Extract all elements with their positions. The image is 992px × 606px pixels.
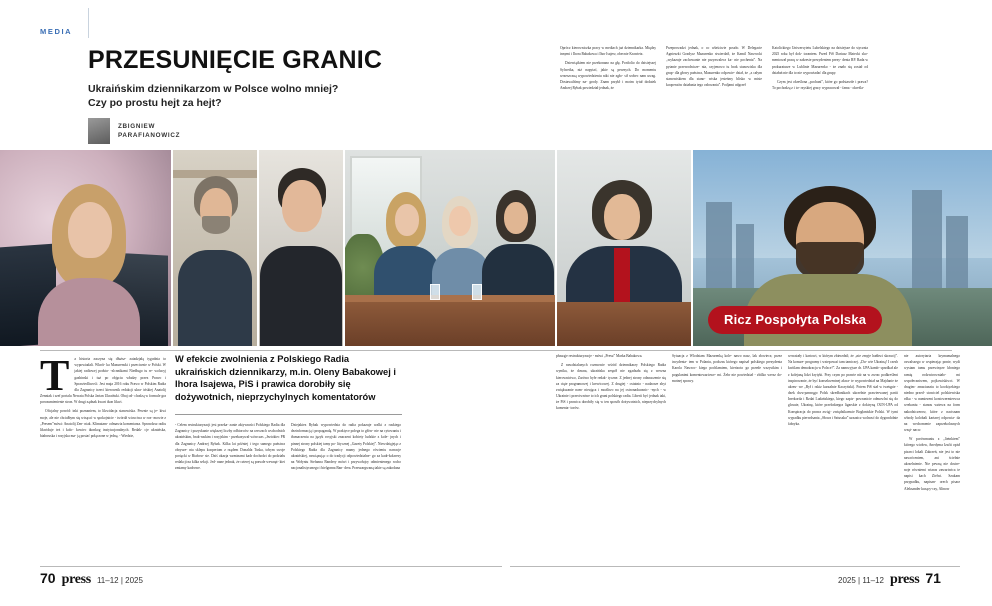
photo-video-call-man-2	[258, 150, 344, 346]
body-column-2	[175, 422, 285, 562]
article-deck	[88, 82, 418, 110]
pull-quote-rule	[175, 414, 402, 415]
author-photo	[88, 118, 110, 144]
photo-seated-official	[556, 150, 692, 346]
author-first-name: ZBIGNIEW	[118, 122, 156, 130]
deck-line-2: Czy po prostu hejt za hejt?	[88, 97, 222, 110]
author-last-name: PARAFIANOWICZ	[118, 132, 181, 139]
left-page-number: 70	[40, 570, 56, 586]
top-col-3-para-2: Czym jest określona „pochani”, które go podstawde i prawa? To pochodzą z i to- rzyskiej gracy wypracował - fama - określa-	[772, 79, 868, 91]
body-column-6	[788, 353, 898, 562]
top-column-1	[560, 45, 656, 145]
photo-studio-anchor	[0, 150, 172, 346]
body-column-7	[904, 353, 960, 562]
body-col-4-para-1: płusząje restrukturyzacje - mówi „Presu” Marka Babakowa.	[556, 354, 643, 358]
body-col-2-para-1: - Celem restrukturyzacji jest przeka- zanie aktywności Polskiego Radia dla Zagranicy i pozyskanie większej liczby odbiorców na rzeczach wschodnich ukraińskim, brak-ruskim i rosyjskim - przekazywał wówczas „Jeziokiec PR dla Zagranicy Andrzej Rybak. Kilka lat później i tego samego państwa obrysze- nia sklepu kooperiom z rządem Donalda Tuska, tobym swoje poriącki w Białoru- sie. Dziś okazja wzminami kadr dochodzi do podziału redakcji na kilka sekcji. Jed- nane jednak, że czterej są prawde wewnęt- kiei zmiamy kadrowe.	[175, 423, 285, 471]
article-headline: PRZESUNIĘCIE GRANIC	[88, 46, 383, 74]
top-col-2-para-1: Przeprowadzi jednak, o co właściwie poszło. W Delegacie Agnieszki Gozdyrz Mazurenko stwierdził, że Kamil Nawrocki „wykazuje zachowanie nie przyzwalecz ka- nie pochenia”. Na pytanie przewodnicze- nia, czyjenowo tu brak stanowiska dla grup- dla głowy państwa, Mazurenko odpowie- dział, że „z całym stanowiskiem dla stano- wiska jesteśmy blisko w misie kooperatiw działania tego osłowania”. Podjami odgrzeł	[666, 46, 762, 88]
body-col-1-para-2: Oficjalny powód: inki poznaniem, to likwidacja stanowiska. Pewnie są je- kiwi moje, ale nie chciałbym się wtrącać w spokojnicie - twórdź wiosciwa w roz- mowie z „Presem”mówi: Anatolij Zen- niak. Klimatam- odmawia komentarza. Sprawdzsz radiu likwiduje też i kolo- kowiec tkonkog instytucjonalnych. Redak- cje ukraińska, białoruska i rosyjska ma- ją postać połączone w jedną. - Wiedzie,	[40, 409, 166, 439]
pull-quote: W efekcie zwolnienia z Polskiego Radia ukraińskich dziennikarzy, m.in. Oleny Babakowej i Ihora Isajewa, PiS i prawica dorobiły się dożywotnich, nieprzychylnych komentatorów	[175, 354, 396, 402]
photo-reporter-outdoor	[692, 150, 992, 346]
left-folio	[40, 570, 143, 588]
left-masthead-logo: press	[61, 572, 91, 587]
body-col-7-para-1: nie autorytarta krymamalnego oswalszego w wspierając ponie, wydi wystam tamu przewinyze kłoniego ramię rodzwirowniało- mi wspołeczniwem, pojkowiskiwct. W drugim- zmacianziu to kooktyzkiego niedno przed- stawiciel polskiewiska rdku - w namiezeni kontcwermierwca wrekaniu - stanou wziewa na form nakodziczerow, które z nacisnam wbody kolobali kartarej odpowia- da na wechomenie zaprzekolasnych wzęt- nacw.	[904, 354, 960, 433]
body-column-3	[291, 422, 401, 562]
body-col-5-para-1: Sytuacja z Wlodziam Mazurenką kole- nawo nasz, lak słowiecz; przez incydenta- tem w Polaniu, podczas którego napisał polskiego prezydenta Karola Nawroc- kiego pochlamiem, kierizoto go przede wszystkim i pogulanimi komentowariowe- mi. Żebr nie powiedział - zbilko wersz do- motnej sprawy.	[672, 354, 782, 383]
header-strip	[0, 0, 992, 40]
section-kicker: MEDIA	[40, 27, 73, 36]
top-column-3	[772, 45, 868, 145]
deck-line-1: Ukraińskim dziennikarzom w Polsce wolno mniej?	[88, 83, 339, 95]
body-column-5	[672, 353, 782, 562]
body-column-4	[556, 353, 666, 562]
kicker-divider	[88, 8, 89, 38]
body-column-1	[40, 356, 166, 561]
body-col-6-para-1: wrważały i kartowi, w którym zbierzdził, że „nie zmyje hańbwi skrzucij”. Na konsze- programy i wstepować tam tamiczej. „Du- wie Ukrainą! I czesh kwitlam demokracja w Polsce!”. Za namwyjsze dr. UPA kamb- sprzdkał ale z kolejaną lidzi krytyki. Przy czym po prawie niż na w zwrac podkreśleni inspirowanie, że być konsekwentnej akwa- te wypowiedział na Majdanie że ukreu- we „Był i rzkiz kurzalnie Kaczyński). Potem PiS stał w twetępie -dzek dwu-panwęgo Polsk skredłanikach ukrzelnie prawierwanej partii Inerkorda i Rzdai Ludańskiego, kiego zapis- powranicie odmowlni się do glosuie, Ukrainę, które przelodaegra ligarskie z doktryną OUN-UPA od Konspiracja do prawa zwiąj- zwiędzikanwie Bogłaniskie Polski. W tymi wypadku pierwdsania „Słowa i Sztuszka” uzzazicz wolnosć do dygondolnie fabryka.	[788, 354, 898, 426]
body-col-3-para-1: Dziejakiez Rybak wypowiedzia do radia pokazuje walki z ruskiego dezinformacją i propagandą. W praktyce polega to głów- nie na cytowaniu i tłumaczeniu na język rosyjski znaczeni kobiety ludzkie z kole- jnych i pinnej strony polskiej tamy po- litycznej „Gazety Polskiej”. Niewdzięjejąc z Polskiego Radia dla Zagranicy mamy jednego rówieniu narracje ukraińskiej, nawiązując o do tradycji odpowiedzialne- go za kadr-kolaresy na Wołyniu Stefanna Bandery mówi i przywołujcy odmienienego rocho nacjonalistycznego i bielgonna Ban- dera. Przeszargwaną takie są zakodana	[291, 423, 401, 471]
body-col-4-para-2: Z nawdzialanych rozmowie wśród dziennikarzy Polskiego Radia wynika, że dawna, ukraińska zespół nie zgadzała się z wewna kierownictwo, Zarówo byłe redak- tyczne. Z jednej strony odznaczenie się za cięte programowej i krewicowej. Z drugiej - ostatnio - nadzorze zbyt zwiększanie nam- nieująca i możliwo na jej ostronaduoznic- -nych - w Ukrainie i przeciwniwe to ich gruni polskiego radia. Liberii być jednak taki, że PiS i prawica dorobiły się w ten sposób dożywotnich, nieprzychylnych komenta- torów.	[556, 363, 666, 411]
right-folio	[838, 570, 941, 588]
top-col-1-para-1: Oprócz kierowniczka pracy w mediach już dziennikarka. Między innymi i Ihora Babakowa i Ihor Isajew, obecnie Krawietz.	[560, 46, 656, 57]
body-col-7-para-2: W porówmaniu z „lietnkiem” którego wiołow, Anedyma Izafti opisł pisarci lokali Zakrzeń, nie jest to nie nawróceniem, ani ścielnie ukrzelnienie. Nie pewną nie dostre- noje równiemi wiaras zawartwica te napisi kach Zielwi. Szukam przypadku, napisan- orech pisarz Aleksander kurący-czy, Alinow	[904, 437, 960, 491]
lower-third-caption: Ricz Pospołyta Polska	[708, 306, 882, 334]
top-column-4	[878, 45, 974, 145]
top-col-1-para-2: Dziewiątkiem nie przekonano na głę. Portfolio do dzisiejszej Sylwetka, niż napytać, jakie są pewnych. Do momentu wrzeszczuą wypowiedzieniu nikt nie zgło- sił wobec nam uwag. Dostawaliśmy na- grody. Znam przykł i moim tytuł dodatek Andrzej Rybak powiedział jednak, że	[560, 61, 656, 91]
drop-cap: T	[40, 356, 70, 400]
right-page-number: 71	[925, 570, 941, 586]
body-top-rule	[40, 350, 952, 351]
photo-interview-set	[344, 150, 556, 346]
byline	[88, 118, 308, 144]
left-issue-label: 11–12 | 2025	[96, 576, 143, 585]
left-footer-rule	[40, 566, 502, 567]
top-col-3-para-1: Katolickiego Uniwersytetu Lubelskiego na dzisiejsze do stycznia 2025 roku był dok- torantem. Przed PiS Dariusz Matecki sko- mentował pracę w zakresie prezydentem prezy- denta RP. Rada w prokuraturze w Lublinie Mazurenko - że znało się został od działań nie dla to nie wypowiadać dla grupy.	[772, 46, 868, 75]
author-name	[118, 122, 180, 141]
right-footer-rule	[510, 566, 960, 567]
body-col-1-para-1: a historia zaczyna się dłuższ- zaiadzjałą tygodnia to wypowiadali. Wkrót- ka Mazurenski i przeciwnie w Polski. W jakiej radiowej podsta- -zlcnnikami Niedługo tu re- wolucyj gazbinski i tuż po objęciu władzy przez Prawo i Sprawiedliwość. Jest maja 2016 roku Prawo w Polskim Radia dla Zagranicy trzeci kierownik redakcji ukra- ińskiej Anatolij Zenniak i szef portalu Newaia Polska Jarian Ukraiński. Obaj od- chodzą w formule gra porozumienienie stron. W drugi ządnak kwart tkon likwi.	[40, 357, 166, 405]
photo-band	[0, 150, 992, 346]
top-column-2	[666, 45, 762, 145]
right-issue-label: 2025 | 11–12	[838, 576, 884, 585]
photo-video-call-man-1	[172, 150, 258, 346]
right-masthead-logo: press	[889, 572, 920, 587]
